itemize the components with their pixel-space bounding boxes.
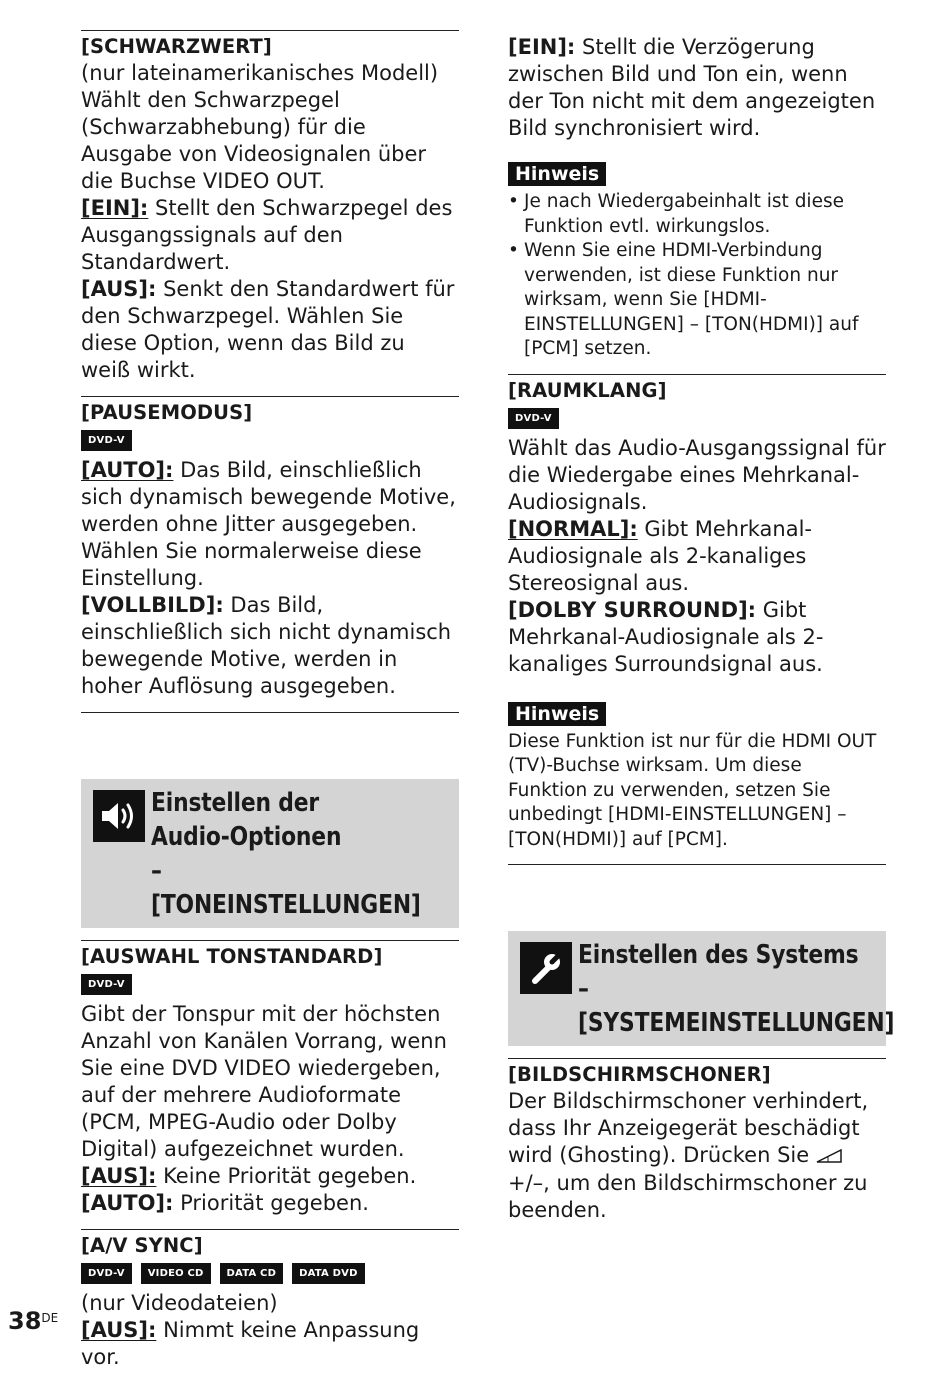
- section-avsync: [81, 1229, 459, 1371]
- section-schwarzwert: [81, 30, 459, 384]
- option-text: Das Bild, einschließlich sich nicht dynamisch bewegende Motive, werden in hoher Auflösung ausgegeben.: [81, 593, 452, 698]
- media-badges: [508, 408, 886, 429]
- section-heading: [SCHWARZWERT]: [81, 35, 272, 58]
- option-description: [81, 276, 459, 384]
- section-bildschirmschoner: [508, 1058, 886, 1224]
- media-badge: VIDEO CD: [141, 1263, 211, 1284]
- wrench-icon: [520, 942, 572, 994]
- chapter-banner-system: [508, 931, 895, 1046]
- section-intro: (nur lateinamerikanisches Modell) Wählt den Schwarzpegel (Schwarzabhebung) für die Ausgabe von Videosignalen über die Buchse VIDEO OUT.: [81, 61, 439, 193]
- media-badges: [81, 430, 459, 451]
- media-badge: DVD-V: [508, 408, 559, 429]
- section-tonstandard: [81, 940, 459, 1217]
- option-text: Priorität gegeben.: [173, 1191, 369, 1215]
- left-column: [81, 30, 459, 1371]
- note-item: • Je nach Wiedergabeinhalt ist diese Funktion evtl. wirkungslos.: [508, 190, 886, 239]
- section-heading: [AUSWAHL TONSTANDARD]: [81, 945, 383, 968]
- option-description: [81, 457, 459, 592]
- media-badge: DVD-V: [81, 974, 132, 995]
- option-text: Nimmt keine Anpassung vor.: [81, 1318, 420, 1369]
- section-heading: [A/V SYNC]: [81, 1234, 203, 1257]
- option-description: [508, 597, 886, 678]
- option-text: Stellt die Verzögerung zwischen Bild und Ton ein, wenn der Ton nicht mit dem angezeigten Bild synchronisiert wird.: [508, 35, 876, 140]
- option-label-default: [AUS]:: [81, 1164, 157, 1188]
- section-intro: Gibt der Tonspur mit der höchsten Anzahl von Kanälen Vorrang, wenn Sie eine DVD VIDEO wiedergeben, auf der mehrere Audioformate (PCM, MPEG-Audio oder Dolby Digital) aufgezeichnet wurden.: [81, 1002, 447, 1161]
- volume-ramp-icon: [816, 1143, 842, 1170]
- chapter-title: Einstellen der Audio-Optionen – [TONEINSTELLUNGEN]: [151, 788, 421, 920]
- option-description: [508, 34, 886, 142]
- option-label: [DOLBY SURROUND]:: [508, 597, 757, 622]
- option-text: Stellt den Schwarzpegel des Ausgangssignals auf den Standardwert.: [81, 196, 453, 274]
- language-suffix: DE: [41, 1311, 59, 1325]
- media-badge: DATA DVD: [292, 1263, 364, 1284]
- note-tag: Hinweis: [508, 702, 606, 726]
- option-label: [VOLLBILD]:: [81, 593, 224, 617]
- chapter-banner-audio: [81, 779, 459, 928]
- speaker-icon: [93, 790, 145, 842]
- section-heading: [PAUSEMODUS]: [81, 401, 253, 424]
- note-block: [508, 702, 886, 866]
- note-list: [508, 190, 886, 362]
- media-badge: DVD-V: [81, 1263, 132, 1284]
- option-description: [81, 1163, 459, 1190]
- section-intro: (nur Videodateien): [81, 1291, 278, 1315]
- page-number: [8, 1307, 58, 1335]
- option-text: Gibt Mehrkanal-Audiosignale als 2-kanaliges Stereosignal aus.: [508, 516, 812, 595]
- text-segment: +/–, um den Bildschirmschoner zu beenden.: [508, 1170, 868, 1222]
- section-intro: Wählt das Audio-Ausgangssignal für die Wiedergabe eines Mehrkanal-Audiosignals.: [508, 435, 886, 514]
- option-description: [508, 516, 886, 597]
- option-description: [81, 592, 459, 700]
- option-label-default: [NORMAL]:: [508, 516, 638, 541]
- section-divider: [508, 864, 886, 865]
- option-label: [AUS]:: [81, 277, 157, 301]
- section-pausemodus: [81, 396, 459, 713]
- option-text: Keine Priorität gegeben.: [156, 1164, 417, 1188]
- section-text: [508, 1088, 886, 1224]
- chapter-title: Einstellen des Systems – [SYSTEMEINSTELLUNGEN]: [578, 940, 895, 1038]
- media-badge: DATA CD: [220, 1263, 284, 1284]
- option-description: [81, 1317, 459, 1371]
- option-text: Senkt den Standardwert für den Schwarzpegel. Wählen Sie diese Option, wenn das Bild zu weiß wirkt.: [81, 277, 455, 382]
- note-text: Diese Funktion ist nur für die HDMI OUT (TV)-Buchse wirksam. Um diese Funktion zu verwenden, setzen Sie unbedingt [HDMI-EINSTELLUNGEN] – [TON(HDMI)] auf [PCM].: [508, 730, 877, 850]
- note-item: • Wenn Sie eine HDMI-Verbindung verwenden, ist diese Funktion nur wirksam, wenn Sie [HDMI-EINSTELLUNGEN] – [TON(HDMI)] auf [PCM] setzen.: [508, 239, 886, 362]
- right-column: [508, 30, 895, 1224]
- note-block: [508, 162, 886, 362]
- page-number-value: 38: [8, 1307, 42, 1335]
- text-segment: Der Bildschirmschoner verhindert, dass Ihr Anzeigegerät beschädigt wird (Ghosting). Drücken Sie: [508, 1089, 869, 1167]
- option-label-default: [AUS]:: [81, 1318, 157, 1342]
- media-badge: DVD-V: [81, 430, 132, 451]
- media-badges: [81, 1263, 459, 1284]
- section-heading: [BILDSCHIRMSCHONER]: [508, 1063, 771, 1086]
- option-text: Gibt Mehrkanal-Audiosignale als 2-kanaliges Surroundsignal aus.: [508, 597, 824, 676]
- option-description: [81, 1190, 459, 1217]
- option-description: [81, 195, 459, 276]
- option-label-default: [EIN]:: [81, 196, 149, 220]
- media-badges: [81, 974, 459, 995]
- option-label: [AUTO]:: [81, 1191, 174, 1215]
- option-label: [EIN]:: [508, 35, 576, 59]
- option-label-default: [AUTO]:: [81, 458, 174, 482]
- section-heading: [RAUMKLANG]: [508, 378, 667, 402]
- section-divider: [81, 712, 459, 713]
- note-tag: Hinweis: [508, 162, 606, 186]
- section-avsync-continued: [508, 30, 886, 142]
- section-raumklang: [508, 374, 886, 678]
- option-text: Das Bild, einschließlich sich dynamisch bewegende Motive, werden ohne Jitter ausgegeben. Wählen Sie normalerweise diese Einstellung.: [81, 458, 456, 590]
